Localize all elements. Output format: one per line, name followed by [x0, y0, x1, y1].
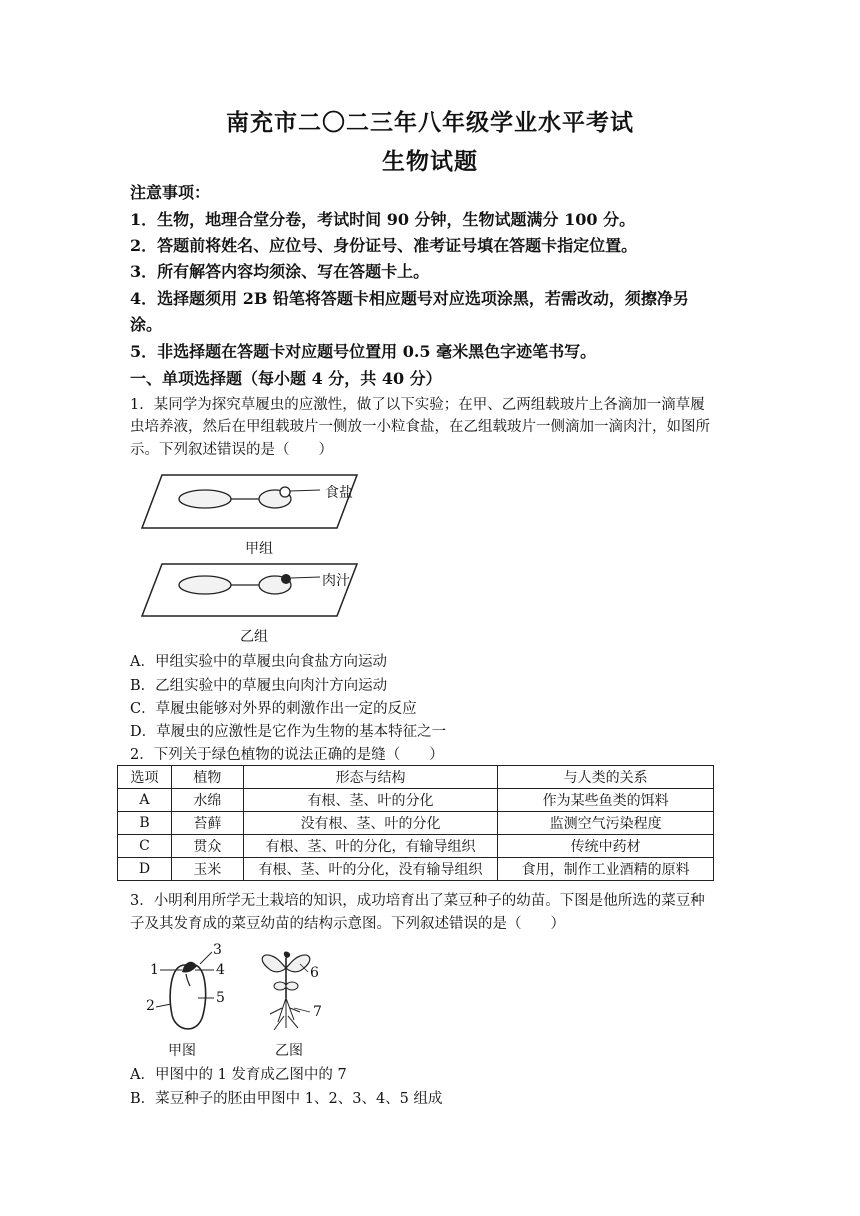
- note-item: 涂。: [130, 315, 163, 334]
- exam-subtitle: 生物试题: [382, 148, 478, 175]
- seedling-label-6: 6: [310, 965, 319, 981]
- salt-label: 食盐: [325, 485, 353, 501]
- table-row: [118, 789, 714, 812]
- seed-label-4: 4: [216, 962, 225, 978]
- table-cell: C: [118, 835, 172, 858]
- seedling-label-7: 7: [313, 1004, 322, 1020]
- group-a-caption: 甲组: [245, 541, 273, 557]
- table-cell: 监测空气污染程度: [498, 812, 714, 835]
- table-cell: 作为某些鱼类的饵料: [498, 789, 714, 812]
- slide-salt-figure: [140, 470, 370, 538]
- table-cell: 传统中药材: [498, 835, 714, 858]
- q1-option: A．甲组实验中的草履虫向食盐方向运动: [130, 654, 387, 670]
- note-item: 3．所有解答内容均须涂、写在答题卡上。: [130, 262, 430, 281]
- table-cell: 有根、茎、叶的分化，没有输导组织: [243, 858, 498, 881]
- table-cell: 玉米: [171, 858, 243, 881]
- table-row: [118, 835, 714, 858]
- q3-stem-line: 3．小明利用所学无土栽培的知识，成功培育出了菜豆种子的幼苗。下图是他所选的菜豆种: [130, 893, 705, 909]
- table-cell: D: [118, 858, 172, 881]
- exam-title: 南充市二〇二三年八年级学业水平考试: [226, 109, 634, 136]
- seed-fig-caption: 甲图: [168, 1043, 196, 1059]
- q1-stem-line: 虫培养液，然后在甲组载玻片一侧放一小粒食盐，在乙组载玻片一侧滴加一滴肉汁，如图所: [130, 419, 710, 435]
- notes-heading: 注意事项：: [130, 183, 211, 202]
- q2-table: [117, 765, 714, 881]
- table-cell: 有根、茎、叶的分化，有输导组织: [243, 835, 498, 858]
- section-heading: 一、单项选择题（每小题 4 分，共 40 分）: [130, 369, 442, 388]
- note-item: 4．选择题须用 2B 铅笔将答题卡相应题号对应选项涂黑，若需改动，须擦净另: [130, 289, 689, 308]
- juice-label: 肉汁: [322, 573, 350, 589]
- table-cell: B: [118, 812, 172, 835]
- q3-stem-line: 子及其发育成的菜豆幼苗的结构示意图。下列叙述错误的是（ ）: [130, 916, 565, 932]
- table-row: [118, 858, 714, 881]
- seed-label-3: 3: [213, 942, 222, 958]
- seed-label-1: 1: [150, 962, 159, 978]
- q1-option: B．乙组实验中的草履虫向肉汁方向运动: [130, 678, 388, 694]
- table-cell: 有根、茎、叶的分化: [243, 789, 498, 812]
- q2-stem: 2．下列关于绿色植物的说法正确的是缝（ ）: [130, 747, 444, 763]
- note-item: 2．答题前将姓名、应位号、身份证号、准考证号填在答题卡指定位置。: [130, 236, 638, 255]
- table-header-row: [118, 766, 714, 789]
- table-header: 选项: [118, 766, 172, 789]
- q1-stem-line: 示。下列叙述错误的是（ ）: [130, 442, 333, 458]
- table-header: 形态与结构: [243, 766, 498, 789]
- q1-option: C．草履虫能够对外界的刺激作出一定的反应: [130, 701, 417, 717]
- table-cell: 没有根、茎、叶的分化: [243, 812, 498, 835]
- q1-option: D．草履虫的应激性是它作为生物的基本特征之一: [130, 724, 447, 740]
- group-b-caption: 乙组: [240, 629, 268, 645]
- table-cell: 苔藓: [171, 812, 243, 835]
- table-header: 植物: [171, 766, 243, 789]
- note-item: 1．生物，地理合堂分卷，考试时间 90 分钟，生物试题满分 100 分。: [130, 210, 636, 229]
- seedling-fig-caption: 乙图: [275, 1043, 303, 1059]
- bean-seedling-figure: [248, 950, 333, 1040]
- table-header: 与人类的关系: [498, 766, 714, 789]
- table-cell: 食用，制作工业酒精的原料: [498, 858, 714, 881]
- q1-stem-line: 1．某同学为探究草履虫的应激性，做了以下实验；在甲、乙两组载玻片上各滴加一滴草履: [130, 397, 705, 413]
- table-row: [118, 812, 714, 835]
- table-cell: 贯众: [171, 835, 243, 858]
- seed-label-5: 5: [216, 990, 225, 1006]
- table-cell: A: [118, 789, 172, 812]
- note-item: 5．非选择题在答题卡对应题号位置用 0.5 毫米黑色字迹笔书写。: [130, 342, 597, 361]
- q3-option: B．菜豆种子的胚由甲图中 1、2、3、4、5 组成: [130, 1091, 443, 1107]
- q3-option: A．甲图中的 1 发育成乙图中的 7: [130, 1067, 347, 1083]
- table-cell: 水绵: [171, 789, 243, 812]
- seed-label-2: 2: [146, 998, 155, 1014]
